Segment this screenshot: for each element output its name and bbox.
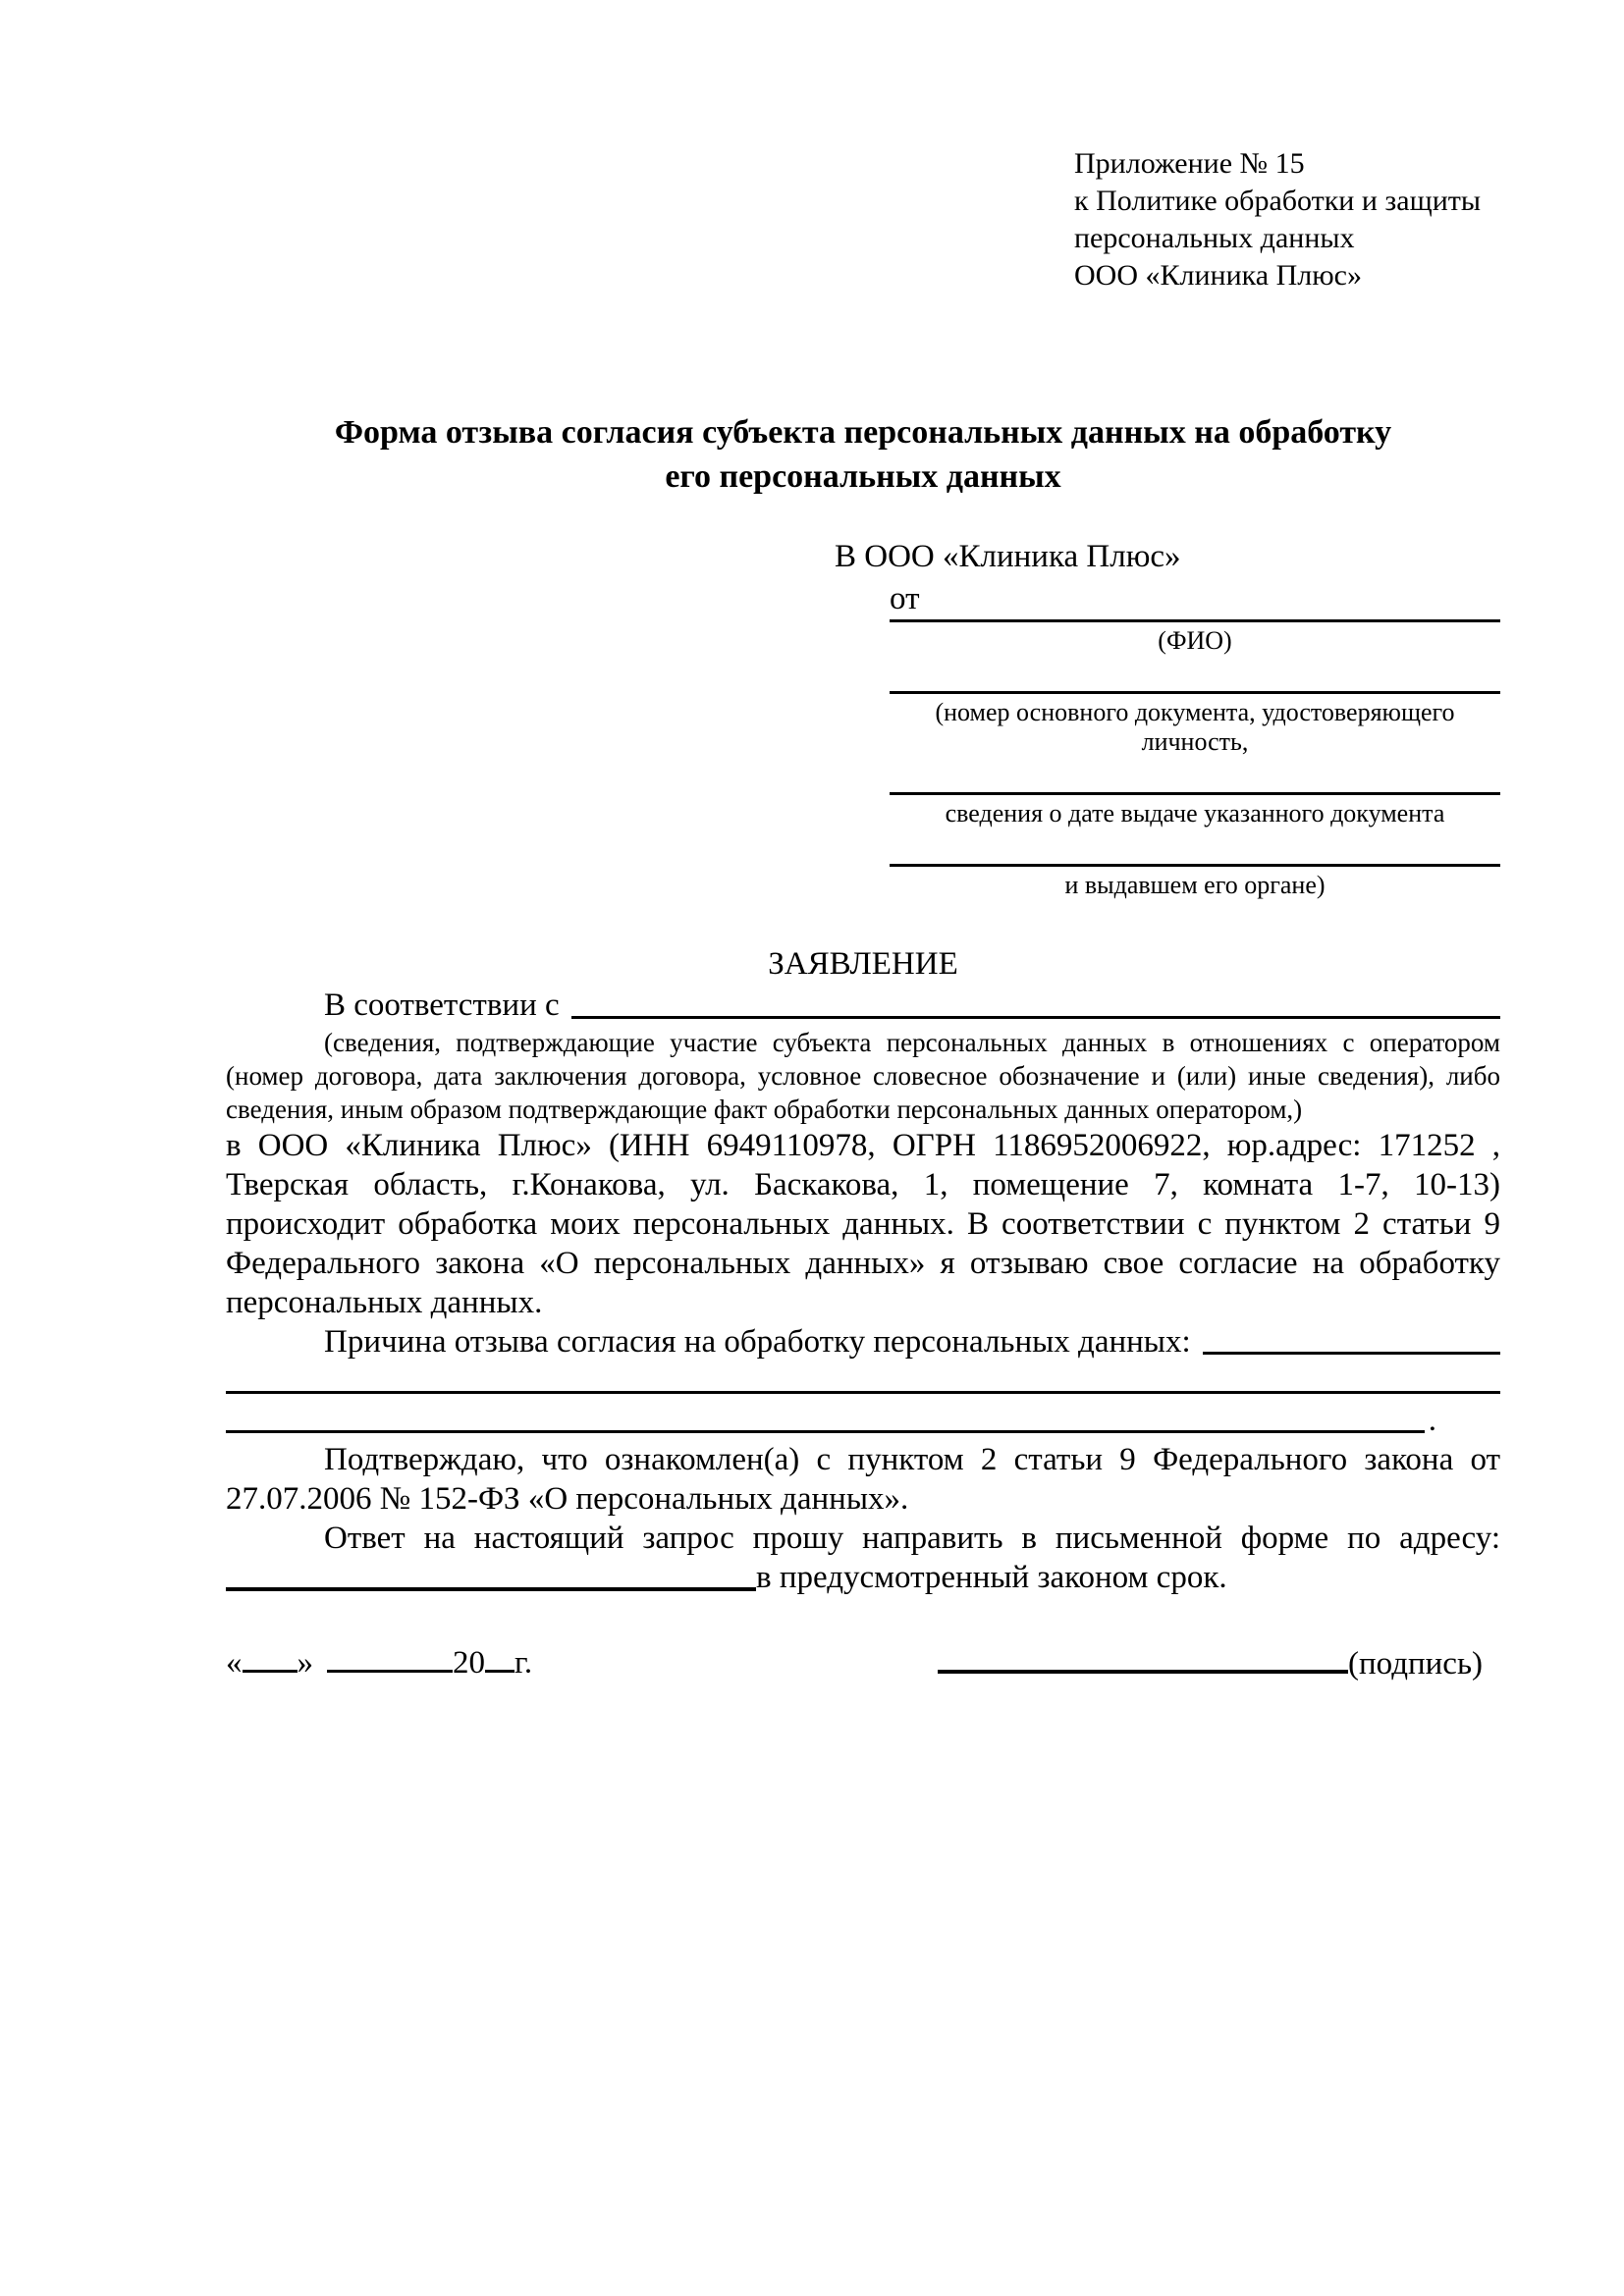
document-title — [226, 410, 1500, 499]
id-document-caption-2: сведения о дате выдаче указанного документа — [945, 799, 1445, 828]
statement-heading: ЗАЯВЛЕНИЕ — [768, 946, 958, 982]
date-year-suffix: г. — [514, 1645, 533, 1681]
withdrawal-reason-label: Причина отзыва согласия на обработку персональных данных: — [324, 1324, 1191, 1360]
date-year-blank-line — [485, 1640, 514, 1673]
statement-body: в ООО «Клиника Плюс» (ИНН 6949110978, ОГРН 1186952006922, юр.адрес: 171252 , Тверская область, г.Конакова, ул. Баскакова, 1, помещение 7, комната 1-7, 10-13) происходит обработка моих персональных данных. В соответствии с пунктом 2 статьи 9 Федерального закона «О персональных данных» я отзываю свое согласие на обработку персональных данных. — [226, 1128, 1500, 1320]
id-document-blank-line-2 — [890, 792, 1500, 795]
basis-label: В соответствии с — [324, 988, 560, 1023]
appendix-header-line: Приложение № 15 — [1074, 147, 1305, 180]
signature-field — [938, 1640, 1483, 1686]
date-quote-close: » — [297, 1645, 313, 1681]
date-year-prefix: 20 — [453, 1645, 485, 1681]
withdrawal-reason-blank-line-1 — [1203, 1352, 1500, 1355]
date-day-blank-line — [243, 1640, 298, 1673]
reply-deadline-text: в предусмотренный законом срок. — [756, 1560, 1227, 1595]
appendix-header — [1074, 145, 1500, 294]
recipient-org: В ООО «Клиника Плюс» — [835, 539, 1181, 574]
document-title-line-1: Форма отзыва согласия субъекта персональных данных на обработку — [334, 414, 1392, 451]
date-field — [226, 1640, 532, 1686]
id-document-caption-1: (номер основного документа, удостоверяющего личность, — [935, 698, 1455, 756]
appendix-header-line: к Политике обработки и защиты — [1074, 185, 1482, 217]
date-month-blank-line — [327, 1640, 453, 1673]
page-content — [226, 145, 1500, 1686]
signature-blank-line — [938, 1640, 1348, 1674]
reply-address-row — [226, 1558, 1500, 1597]
reply-address-blank-line — [226, 1587, 756, 1591]
withdrawal-reason-row — [226, 1322, 1500, 1362]
addressee-block — [835, 535, 1500, 900]
signature-caption: (подпись) — [1348, 1646, 1483, 1682]
basis-footnote: (сведения, подтверждающие участие субъекта персональных данных в отношениях с оператором (номер договора, дата заключения договора, условное словесное обозначение и (или) иные сведения), либо сведения, иным образом подтверждающие факт обработки персональных данных оператором,) — [226, 1028, 1500, 1124]
withdrawal-reason-blank-row — [226, 1401, 1500, 1440]
fio-blank-line — [890, 619, 1500, 622]
id-document-blank-line-3 — [890, 864, 1500, 867]
appendix-header-line: ООО «Клиника Плюс» — [1074, 259, 1362, 292]
date-quote-open: « — [226, 1645, 243, 1681]
id-document-caption-3: и выдавшем его органе) — [1064, 871, 1326, 899]
id-document-blank-line-1 — [890, 691, 1500, 694]
basis-row — [226, 985, 1500, 1026]
withdrawal-reason-blank-line-3 — [226, 1430, 1425, 1433]
fio-caption: (ФИО) — [1158, 626, 1232, 655]
basis-blank-line — [571, 1016, 1500, 1019]
confirmation-paragraph: Подтверждаю, что ознакомлен(а) с пунктом 2 статьи 9 Федерального закона от 27.07.2006 № 152-ФЗ «О персональных данных». — [226, 1442, 1500, 1517]
from-label: от — [890, 581, 920, 616]
reply-request-paragraph: Ответ на настоящий запрос прошу направить в письменной форме по адресу: — [324, 1521, 1500, 1556]
date-signature-row — [226, 1640, 1500, 1686]
withdrawal-reason-blank-line-2 — [226, 1391, 1500, 1394]
appendix-header-line: персональных данных — [1074, 222, 1355, 254]
document-title-line-2: его персональных данных — [665, 458, 1061, 495]
sentence-period: . — [1428, 1403, 1436, 1438]
withdrawal-reason-blank-row — [226, 1362, 1500, 1401]
